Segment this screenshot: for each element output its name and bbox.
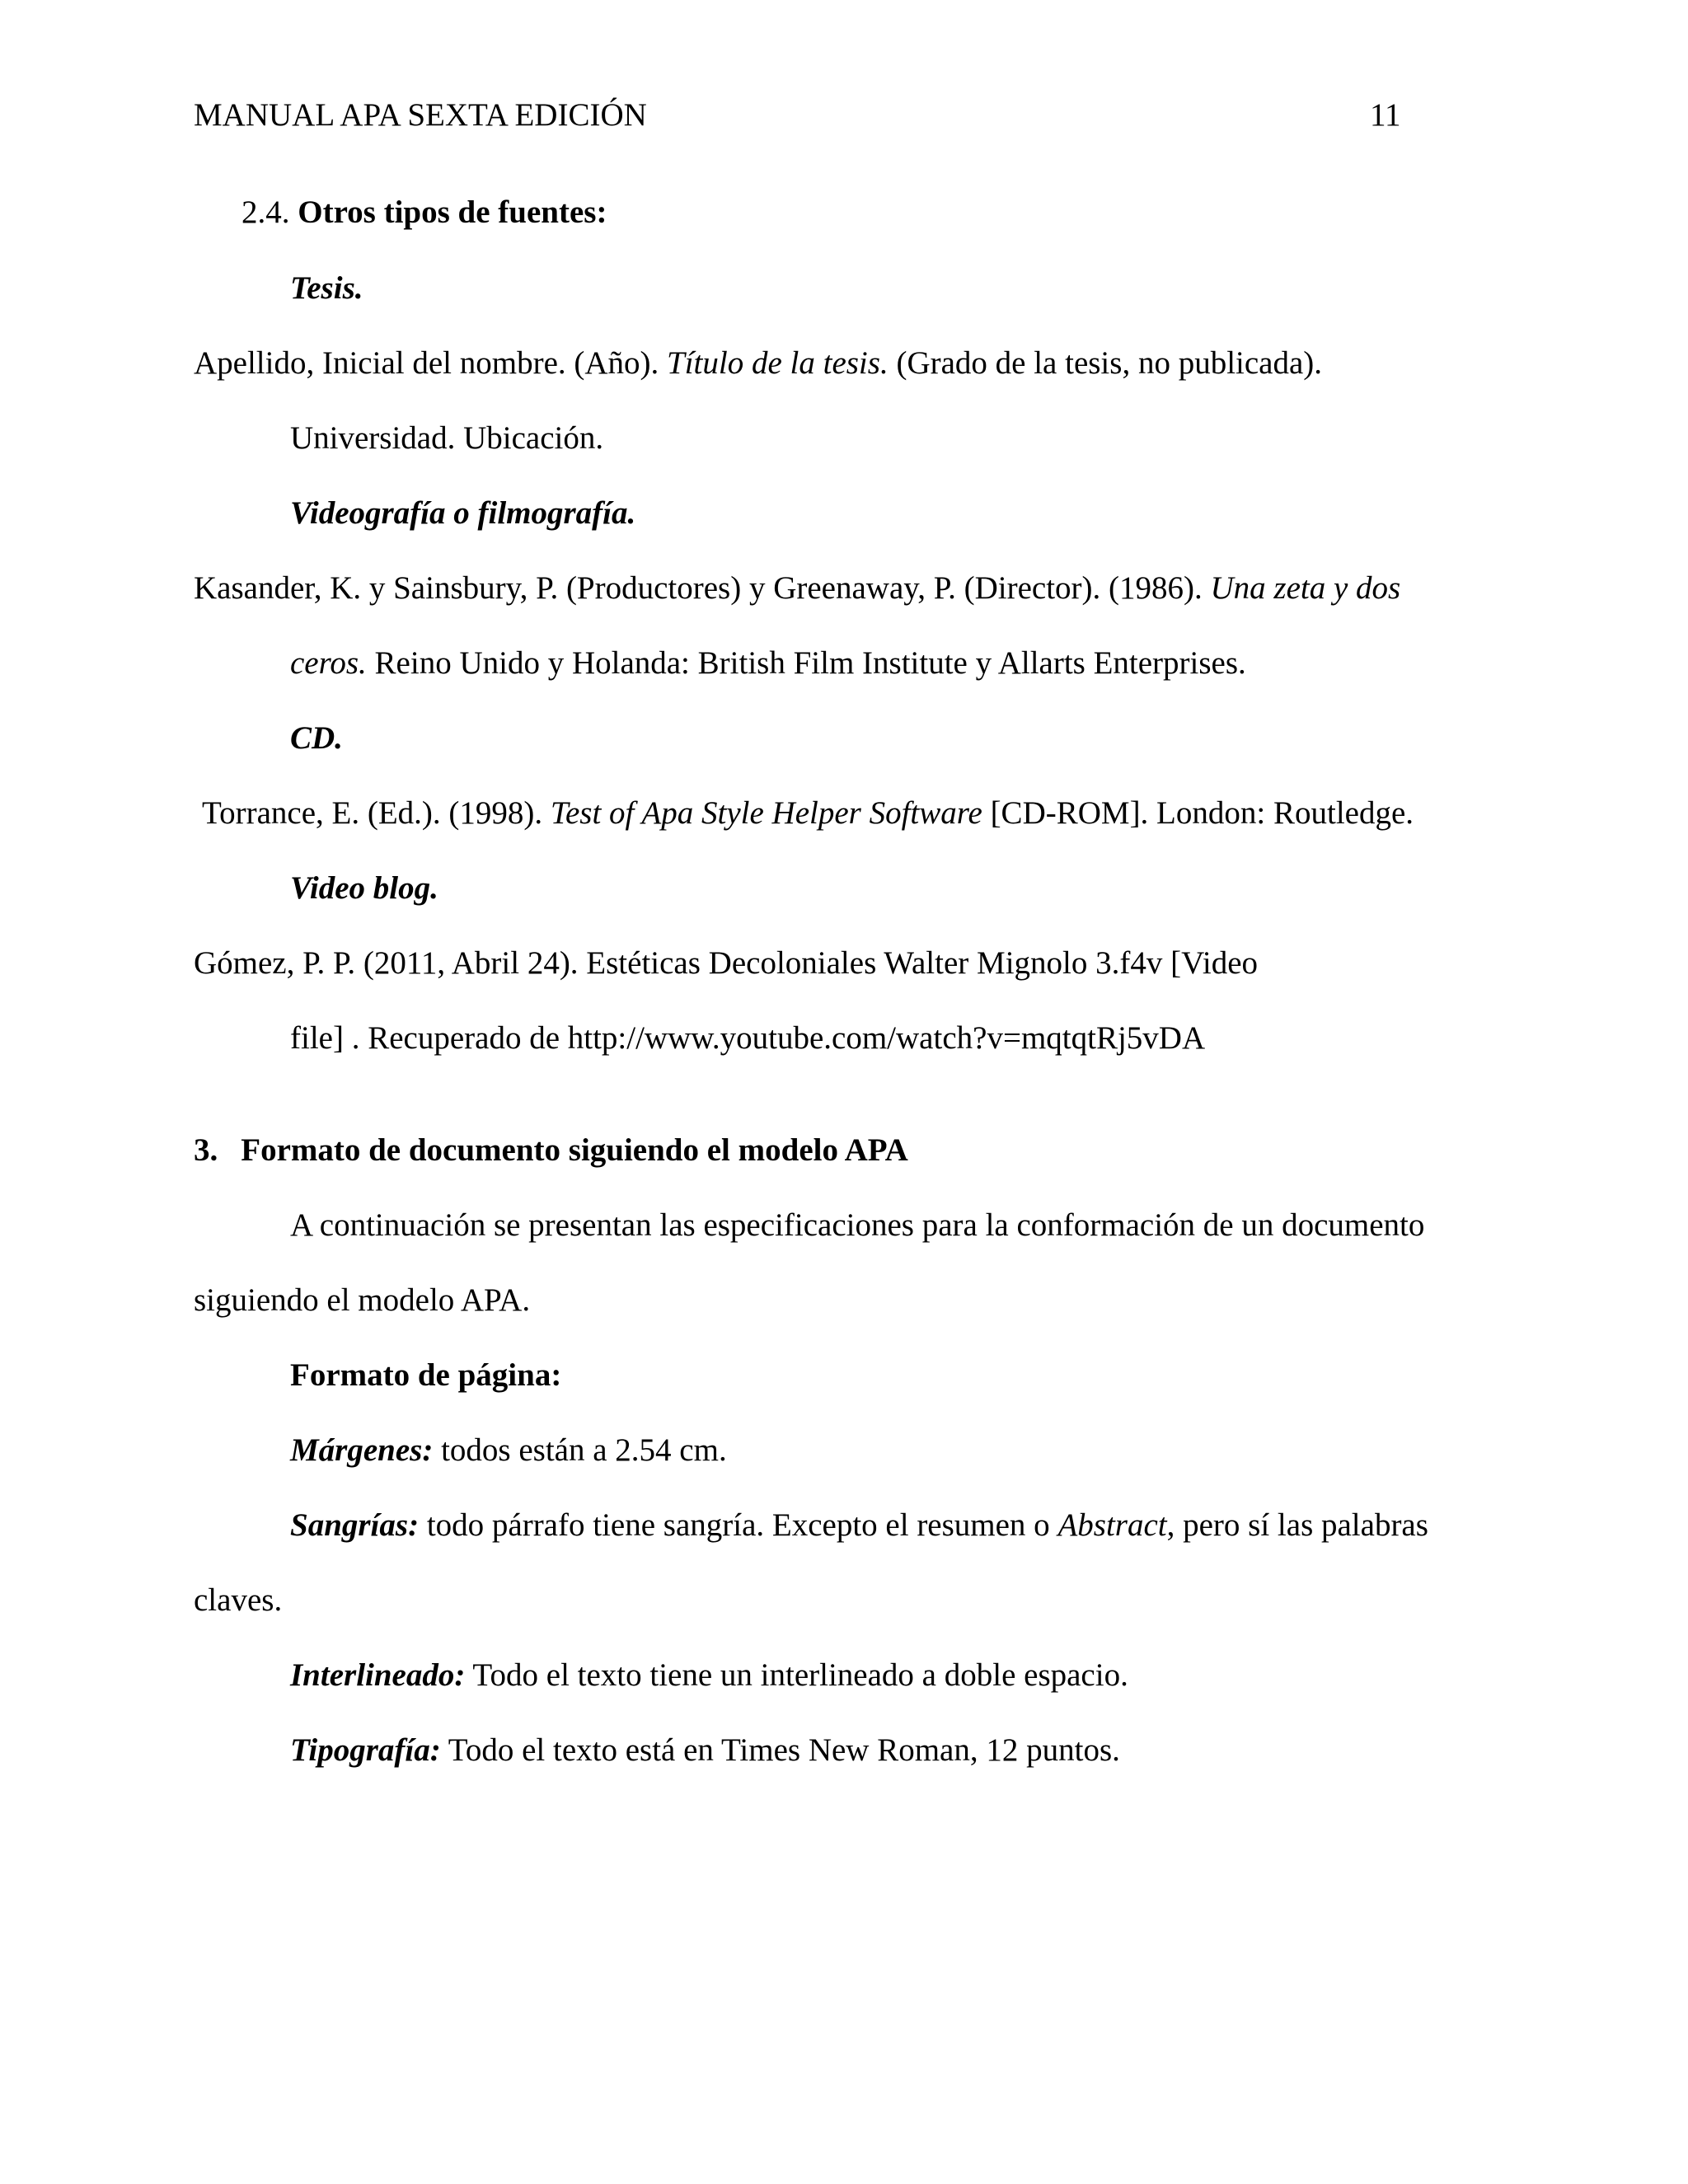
- reference-cd-line-1: [202, 794, 1414, 833]
- term-text: , pero sí las palabras: [1166, 1507, 1428, 1543]
- term-text: Todo el texto está en Times New Roman, 12 puntos.: [440, 1732, 1120, 1768]
- section-title: Otros tipos de fuentes:: [298, 194, 607, 230]
- section-number: 3.: [194, 1132, 218, 1168]
- subheading-tesis: Tesis.: [290, 270, 363, 306]
- font-paragraph: [290, 1731, 1120, 1770]
- reference-tesis-line-1: [194, 344, 1322, 383]
- term-label: Interlineado:: [290, 1657, 466, 1693]
- term-label: Tipografía:: [290, 1732, 441, 1768]
- reference-videoblog-line-1: Gómez, P. P. (2011, Abril 24). Estéticas Decoloniales Walter Mignolo 3.f4v [Video: [194, 945, 1259, 981]
- intro-paragraph-line-2: siguiendo el modelo APA.: [194, 1282, 531, 1318]
- margins-paragraph: [290, 1431, 727, 1470]
- reference-text: Torrance, E. (Ed.). (1998).: [202, 795, 551, 831]
- section-heading-3: [194, 1131, 908, 1170]
- format-heading: Formato de página:: [290, 1357, 562, 1393]
- subheading-videografia: Videografía o filmografía.: [290, 495, 636, 531]
- section-heading-2-4: [241, 193, 607, 232]
- reference-text: Kasander, K. y Sainsbury, P. (Productores) y Greenaway, P. (Director). (1986).: [194, 570, 1211, 606]
- intro-paragraph-line-1: A continuación se presentan las especificaciones para la conformación de un documento: [290, 1207, 1425, 1243]
- reference-tesis-line-2: Universidad. Ubicación.: [290, 420, 604, 456]
- reference-video-line-2: [290, 644, 1246, 683]
- section-title: Formato de documento siguiendo el modelo APA: [241, 1132, 908, 1168]
- reference-text: Reino Unido y Holanda: British Film Institute y Allarts Enterprises.: [366, 645, 1246, 681]
- reference-title: Título de la tesis.: [667, 345, 889, 381]
- term-text: todo párrafo tiene sangría. Excepto el resumen o: [419, 1507, 1058, 1543]
- term-label: Márgenes:: [290, 1432, 434, 1468]
- indent-paragraph-line-1: [290, 1506, 1428, 1545]
- reference-title: Test of Apa Style Helper Software: [550, 795, 982, 831]
- reference-video-line-1: [194, 569, 1400, 608]
- reference-title: Una zeta y dos: [1210, 570, 1401, 606]
- term-emphasis: Abstract: [1057, 1507, 1167, 1543]
- reference-text: [CD-ROM]. London: Routledge.: [982, 795, 1414, 831]
- reference-title: ceros.: [290, 645, 367, 681]
- page-number: 11: [1370, 97, 1401, 133]
- reference-text: (Grado de la tesis, no publicada).: [888, 345, 1323, 381]
- section-number: 2.4.: [241, 194, 290, 230]
- term-text: Todo el texto tiene un interlineado a doble espacio.: [465, 1657, 1128, 1693]
- subheading-video-blog: Video blog.: [290, 870, 438, 906]
- reference-videoblog-line-2: file] . Recuperado de http://www.youtube.com/watch?v=mqtqtRj5vDA: [290, 1020, 1206, 1056]
- reference-text: Apellido, Inicial del nombre. (Año).: [194, 345, 668, 381]
- indent-paragraph-line-2: claves.: [194, 1582, 283, 1618]
- spacing-paragraph: [290, 1656, 1128, 1695]
- subheading-cd: CD.: [290, 720, 343, 756]
- running-head: MANUAL APA SEXTA EDICIÓN: [194, 97, 647, 133]
- term-label: Sangrías:: [290, 1507, 420, 1543]
- term-text: todos están a 2.54 cm.: [433, 1432, 727, 1468]
